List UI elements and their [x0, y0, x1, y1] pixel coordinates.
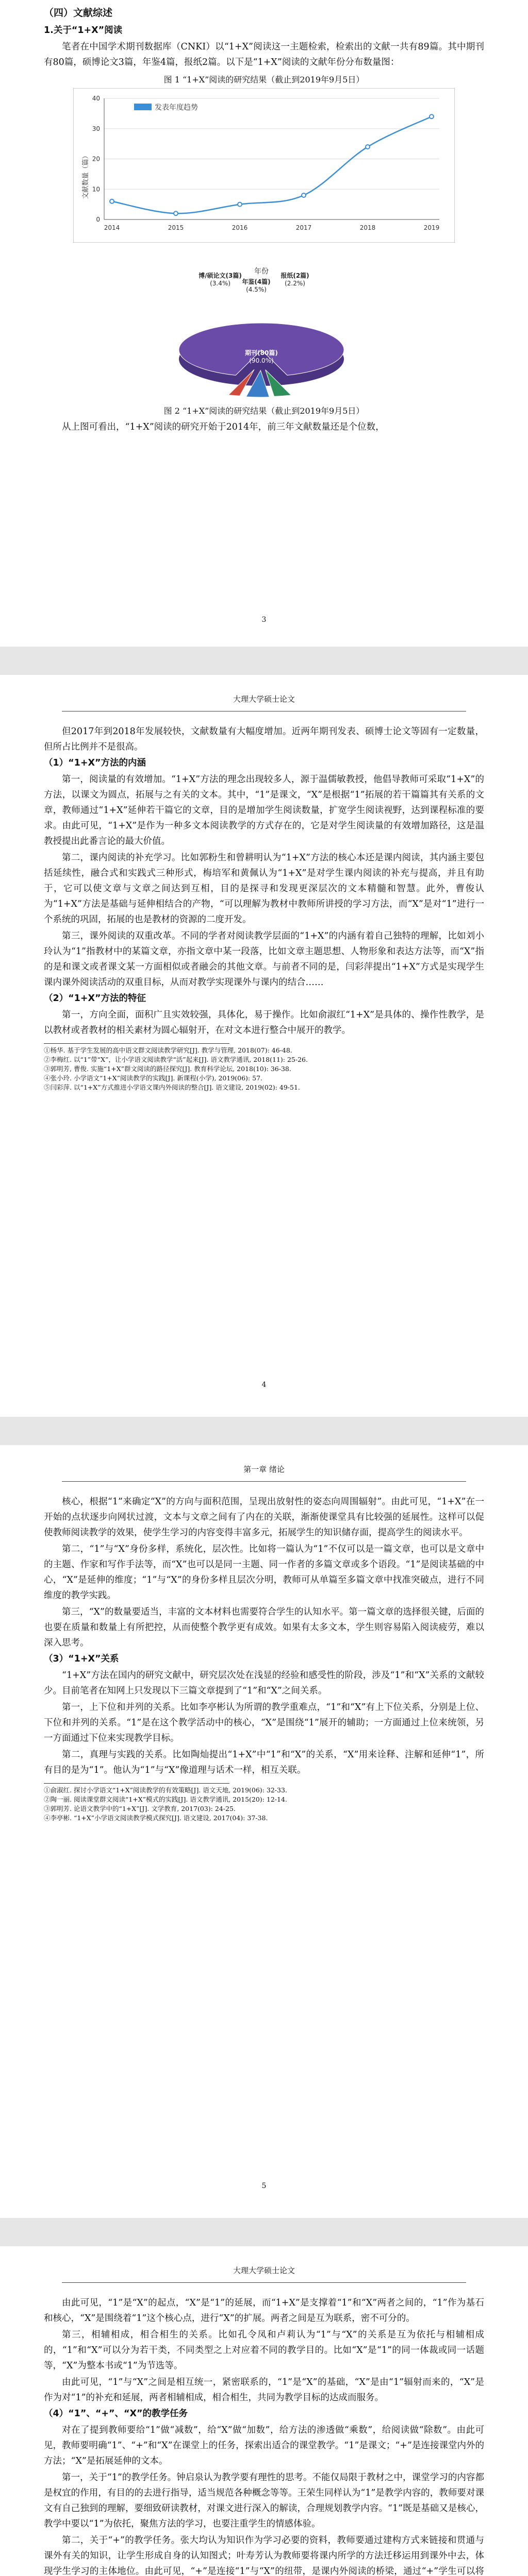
- footnote-rule: [44, 1043, 229, 1044]
- data-point: [110, 199, 114, 204]
- y-tick-label: 10: [92, 185, 100, 193]
- footnote: ⑤闫彩萍. 以“1+X”方式推进小学语文课内外阅读的整合[J]. 语文建设, 2019(02): 49-51.: [44, 1083, 300, 1091]
- y-axis-label: 文献数量（篇）: [82, 152, 90, 199]
- footnote: ①俞淑红. 探讨小学语文“1+X”阅读教学的有效策略[J]. 语文天地, 2019(06): 32-33.: [44, 1786, 287, 1794]
- slice-label: 期刊(80篇): [245, 349, 278, 357]
- footnote: ④张小玲. 小学语文“1+X”阅读教学的实践[J]. 新课程(小学), 2019(06): 57.: [44, 1074, 262, 1082]
- subsection-heading: （2）“1+X”方法的特征: [44, 993, 146, 1004]
- document-page-4: [0, 2246, 528, 2576]
- subsection-heading: 1.关于“1+X”阅读: [44, 25, 123, 36]
- footnote: ③郭明芳, 曹俊. 实施“1+X”群文阅读的路径探究[J]. 教育科学论坛, 2018(10): 36-38.: [44, 1065, 291, 1073]
- subsection-heading: （4）“1”、“+”、“X”的教学任务: [44, 2409, 188, 2419]
- paragraph: 但2017年到2018年发展较快，文献数量有大幅度增加。近两年期刊发表、硕博士论文等固有一定数量，但所占比例并不是很高。: [44, 726, 484, 752]
- y-tick-label: 0: [96, 216, 100, 223]
- paragraph: “1+X”方法在国内的研究文献中，研究层次处在浅显的经验和感受性的阶段，涉及“1”和“X”关系的文献较少。目前笔者在知网上只发现以下三篇文章提到了“1”和“X”之间关系。: [44, 1670, 484, 1696]
- slice-percent: (4.5%): [246, 286, 267, 293]
- data-point: [302, 193, 306, 197]
- data-point: [430, 114, 434, 118]
- running-head: 大理大学硕士论文: [62, 2246, 466, 2283]
- running-head: 第一章 绪论: [62, 1445, 466, 1482]
- slice-percent: (2.2%): [285, 280, 305, 287]
- pie-top-label: 年份: [254, 267, 269, 276]
- paragraph: 第一，关于“1”的教学任务。钟启泉认为教学要有理性的思考。不能仅局限于教材之中，课堂学习的内容都是权宜的作用，有目的的去进行指导，适当规范各种概念等等。王荣生同样认为“1”是教学内容的，教师要对课文有自己独到的理解，要细致研读教材，对课文进行深入的解读，合理规划教学内容。“1”既是基础又是核心，教学中要以“1”为依托，聚焦方法的学习，也要注重学生的情感体验。: [44, 2472, 484, 2529]
- footnote: ③郭明芳. 论语文教学中的“1+X”[J]. 文学教育, 2017(03): 24-25.: [44, 1805, 236, 1812]
- data-point: [238, 202, 242, 207]
- slice-label: 博/硕论文(3篇): [199, 272, 242, 279]
- running-head: 大理大学硕士论文: [62, 675, 466, 711]
- paragraph: 由此可见，“1”是“X”的起点，“X”是“1”的延展，而“1+X”是支撑着“1”和“X”两者之间的，“1”作为基石和核心，“X”是围绕着“1”这个核心点，进行“X”的扩展。两者之间是互为联系，密不可分的。: [44, 2298, 484, 2324]
- data-point: [174, 211, 178, 215]
- paragraph: 第二，课内阅读的补充学习。比如郭粉生和曾耕明认为“1+X”方法的核心本还是课内阅读，其内涵主要包括延续性，融合式和实践式三种形式，梅培军和黄佩认为“1+X”是对学生课内阅读的补充与提高，并且有助于，它可以使文章与文章之间达到互相，目的是探寻和发现更深层次的文本精髓和智慧。此外，曹俊认为“1+X”方法是基础与延伸相结合的产物，“可以理解为教材中教师所讲授的学习方法，而“X”是对“1”进行一个系统的巩固，拓展的也是教材的资源的二度开发。: [44, 853, 484, 925]
- x-tick-label: 2019: [423, 224, 440, 231]
- intro-paragraph: 笔者在中国学术期刊数据库（CNKI）以“1+X”阅读这一主题检索，检索出的文献一共有89篇。其中期刊有80篇，硕博论文3篇，年鉴4篇，报纸2篇。以下是“1+X”阅读的文献年份分布数量图：: [44, 42, 484, 67]
- x-tick-label: 2016: [232, 224, 248, 231]
- document-page-1: [0, 0, 528, 647]
- y-tick-label: 20: [92, 155, 100, 163]
- page-number: 3: [261, 616, 267, 624]
- page-number: 5: [261, 2182, 267, 2190]
- section-heading: （四）文献综述: [44, 7, 113, 19]
- data-point: [366, 145, 370, 149]
- paragraph: 第三，课外阅读的双重改革。不同的学者对阅读教学层面的“1+X”的内涵有着自己独特的理解，比如刘小玲认为“1”指教材中的某篇文章，亦指文章中某一段落，比如文章主题思想、人物形象和表达方法等，而“X”指的是和课文或者课文某一方面相似或者融会的其他文章。与前者不同的是，闫彩萍提出“1+X”方式是实现学生课内课外阅读活动的双重目标，从而对教学实现课外与课内的结合……: [44, 931, 484, 988]
- pie-chart: [130, 247, 398, 401]
- paragraph: 核心，根据“1”来确定“X”的方向与面积范围，呈现出放射性的姿态向周围辐射”。由此可见，“1+X”在一开始的点状逐步向网状过渡，文本与文章之间有了内在的关联，渐渐使课堂具有比较强的延展性。这样可以促使教师阅读教学的效果，使学生学习的内容变得丰富多元，拓展学生的知识储存面，提高学生的阅读水平。: [44, 1497, 484, 1538]
- paragraph: 第三，相辅相成，相合相生的关系。比如孔令凤和卢莉认为“1”与“X”的关系是互为依托与相辅相成的，“1”和“X”可以分为若干类，不同类型之上对应着不同的教学目的。比如“X”是“1”的同一体裁或同一话题等，“X”为整本书或“1”为节选等。: [44, 2330, 484, 2371]
- paragraph: 第一，阅读量的有效增加。“1+X”方法的理念出现较多人，源于温儒敏教授，他倡导教师可采取“1+X”的方法，以课文为圆点，拓展与之有关的文本。其中，“1”是课文，“X”是根据“1”拓展的若干篇篇其有关系的文章，教师通过“1+X”延伸若干篇它的文章，目的是增加学生阅读数量，扩宽学生阅读视野，达到课程标准的要求。由此可见，“1+X”是作为一种多文本阅读教学的方式存在的，它是对学生阅读量的有效增加路径，这是温教授提出此番言论的最大价值。: [44, 774, 484, 846]
- slice-label: 年鉴(4篇): [242, 278, 271, 285]
- x-tick-label: 2018: [359, 224, 376, 231]
- x-tick-label: 2017: [295, 224, 312, 231]
- paragraph: 第一，上下位和并列的关系。比如李亭彬认为所谓的教学重难点，“1”和“X”有上下位关系，分别是上位、下位和并列的关系。“1”是在这个教学活动中的核心，“X”是围绕“1”展开的辅助；一方面通过上位来统领，另一方面通过下位来实现教学目标。: [44, 1702, 484, 1743]
- figure-1-caption: 图 1 “1+X”阅读的研究结果（截止到2019年9月5日）: [163, 75, 365, 84]
- x-tick-label: 2014: [104, 224, 120, 231]
- paragraph: 对在了提到教师要给“1”做“减数”，给“X”做“加数”，给方法的渗透做“乘数”，给阅读做“除数”。由此可见，教师要明确“1”、“+”和“X”在课堂上的任务，探索出适合的课堂教学。“1”是课文；“+”是连接课堂内外的方法；“X”是拓展延伸的文本。: [44, 2425, 484, 2466]
- legend-label: 发表年度趋势: [155, 104, 198, 112]
- subsection-heading: （3）“1+X”关系: [44, 1654, 119, 1664]
- slice-percent: (90.0%): [249, 357, 274, 364]
- line-chart: [73, 88, 455, 243]
- paragraph: 由此可见，“1”与“X”之间是相互统一，紧密联系的，“1”是“X”的基础，“X”是由“1”辐射而来的，“X”是作为对“1”的补充和延展，两者相辅相成，相合相生，共同为教学目标的达成而服务。: [44, 2377, 484, 2403]
- footnote-rule: [44, 1783, 229, 1784]
- paragraph: 第一，方向全面，面积广且实效较强，具体化，易于操作。比如俞淑红“1+X”是具体的、操作性教学，是以教材或者教材的相关素材为圆心辐射开，在对文本进行整合中展开的教学。: [44, 1010, 484, 1036]
- y-tick-label: 40: [92, 95, 100, 102]
- y-tick-label: 30: [92, 125, 100, 132]
- paragraph: 第三，“X”的数量要适当，丰富的文本材料也需要符合学生的认知水平。第一篇文章的选择很关键，后面的也要在质量和数量上有所把控，从而使整个教学更有成效。如果有太多文本，学生则容易陷入阅读疲劳，难以深入思考。: [44, 1607, 484, 1648]
- footnote: ④李亭彬. “1+X”小学语文阅读教学模式探究[J]. 语文建设, 2017(04): 37-38.: [44, 1814, 268, 1822]
- document-page-3: [0, 1445, 528, 2218]
- slice-label: 报纸(2篇): [280, 272, 309, 279]
- footnote: ②李梅红. 以“1”带“X”，让小学语文阅读教学“活”起来[J]. 语文教学通讯, 2018(11): 25-26.: [44, 1056, 308, 1063]
- footnote: ②陶一丽. 阅读课堂群文阅读“1+X”模式的实践[J]. 语文教学通讯, 2015(20): 12-14.: [44, 1795, 287, 1803]
- footnote: ①杨华. 基于学生发展的高中语文群文阅读教学研究[J]. 教学与管理, 2018(07): 46-48.: [44, 1046, 292, 1054]
- page-number: 4: [261, 1381, 267, 1389]
- figure-2-caption: 图 2 “1+X”阅读的研究结果（截止到2019年9月5日）: [163, 406, 365, 416]
- paragraph: 第二，真理与实践的关系。比如陶灿提出“1+X”中“1”和“X”的关系，“X”用来诠释、注解和延伸“1”，所有目的是为“1”。他认为“1”与“X”像道理与话术一样，相互关联。: [44, 1750, 484, 1775]
- after-chart-paragraph: 从上图可看出，“1+X”阅读的研究开始于2014年，前三年文献数量还是个位数，: [62, 422, 385, 432]
- paragraph: 第二，“1”与“X”身份多样，系统化，层次性。比如将一篇认为“1”不仅可以是一篇文章，也可以是文章中的主题、作家和写作手法等，而“X”也可以是同一主题、同一作者的多篇文章或多个语段。“1”是阅读基础的中心，“X”是延伸的维度；“1”与“X”的身份多样且层次分明，教师可从单篇至多篇文章中找准突破点，进行不同维度的教学实践。: [44, 1544, 484, 1601]
- slice-percent: (3.4%): [210, 280, 230, 287]
- document-page-2: [0, 675, 528, 1417]
- x-tick-label: 2015: [168, 224, 184, 231]
- paragraph: 第二，关于“+”的教学任务。张大均认为知识作为学习必要的资料，教师要通过建构方式来链接和贯通与课外有关的知识，让学生形成自身的认知图式；叶寿芳认为教师要将课内所学的方法迁移运用到课外中去，体现学生学习的主体地位。由此可见，“+”是连接“1”与“X”的纽带，是课内外阅读的桥梁，通过“+”学生可以将: [44, 2535, 484, 2576]
- subsection-heading: （1）“1+X”方法的内涵: [44, 758, 146, 768]
